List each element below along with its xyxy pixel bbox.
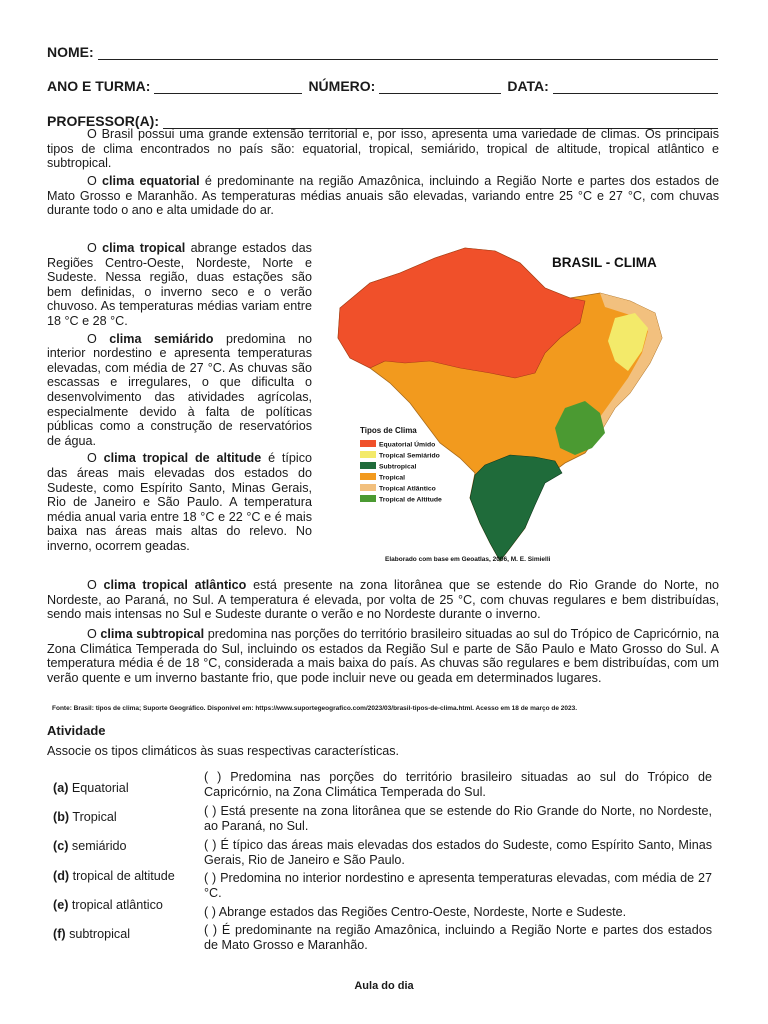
source-citation: Fonte: Brasil: tipos de clima; Suporte Geográfico. Disponível em: https://www.suportegeografico.com/2023/03/brasil-tipos-de-clima.html. Acesso em 18 de março de 2023. — [52, 705, 578, 712]
nome-label: NOME: — [47, 44, 94, 60]
option-b — [53, 810, 117, 824]
ano-turma-label: ANO E TURMA: — [47, 78, 151, 94]
semiarido-pre: O — [87, 331, 110, 346]
legend-swatch — [360, 495, 376, 502]
ano-turma-input-line[interactable] — [154, 79, 302, 94]
option-letter: (e) — [53, 898, 69, 912]
option-label: Equatorial — [68, 781, 129, 795]
semiarido-paragraph — [47, 332, 312, 449]
option-letter: (b) — [53, 810, 70, 824]
altitude-paragraph — [47, 451, 312, 553]
semiarido-post: predomina no interior nordestino e apresenta temperaturas elevadas, com média de 27 °C. As chuvas são escassas e irregulares, o que dificulta o desenvolvimento das atividades agrícolas, especialmente devido à falta de políticas públicas como a construção de reservatórios de água. — [47, 331, 313, 448]
option-letter: (c) — [53, 839, 69, 853]
option-e — [53, 898, 163, 912]
option-f — [53, 927, 130, 941]
numero-input-line[interactable] — [379, 79, 501, 94]
legend-swatch — [360, 473, 376, 480]
left-column — [47, 241, 312, 553]
option-a — [53, 781, 129, 795]
name-field-row — [47, 44, 718, 60]
option-label: tropical atlântico — [68, 898, 163, 912]
numero-label: NÚMERO: — [308, 78, 376, 94]
option-label: Tropical — [69, 810, 117, 824]
equatorial-paragraph — [47, 174, 719, 218]
statement-4[interactable]: ( ) Predomina no interior nordestino e apresenta temperaturas elevadas, com média de 27 °C. — [204, 871, 712, 900]
climate-map-graphic — [330, 243, 725, 568]
equatorial-post: é predominante na região Amazônica, incluindo a Região Norte e partes dos estados de Mato Grosso e Maranhão. As temperaturas médias anuais são elevadas, variando entre 25 °C e 27 °C, com chuvas durante todo o ano e alta umidade do ar. — [47, 174, 720, 218]
statement-1[interactable]: ( ) Predomina nas porções do território brasileiro situadas ao sul do Trópico de Capricórnio, na Zona Climática Temperada do Sul. — [204, 770, 712, 799]
altitude-bold: clima tropical de altitude — [103, 451, 262, 466]
statement-3[interactable]: ( ) É típico das áreas mais elevadas dos estados do Sudeste, como Espírito Santo, Minas Gerais, Rio de Janeiro e São Paulo. — [204, 838, 712, 867]
legend-swatch — [360, 440, 376, 447]
tropical-bold: clima tropical — [102, 241, 186, 255]
legend-label: Tropical Semiárido — [379, 452, 440, 460]
option-letter: (a) — [53, 781, 69, 795]
subtropical-paragraph — [47, 627, 719, 685]
map-legend — [360, 440, 442, 504]
legend-title: Tipos de Clima — [360, 426, 417, 435]
activity-title: Atividade — [47, 723, 106, 738]
tropical-paragraph — [47, 241, 312, 329]
brazil-climate-map — [330, 243, 725, 568]
option-letter: (f) — [53, 927, 66, 941]
map-title: BRASIL - CLIMA — [552, 255, 657, 270]
atlantico-post: está presente na zona litorânea que se estende do Rio Grande do Norte, no Nordeste, ao Paraná, no Sul. A temperatura é elevada, por volta de 25 °C, com chuvas regulares e bem distribuídas, sendo mais intensas no Sul e Sudeste durante o verão e no Nordeste durante o inverno. — [47, 578, 719, 622]
legend-label: Tropical de Altitude — [379, 496, 442, 504]
legend-swatch — [360, 451, 376, 458]
class-field-row — [47, 78, 718, 94]
subtropical-bold: clima subtropical — [100, 627, 205, 641]
atlantico-pre: O — [87, 578, 104, 592]
tropical-pre: O — [87, 241, 103, 255]
map-credit: Elaborado com base em Geoatlas, 2006, M. E. Simielli — [385, 556, 551, 563]
subtropical-post: predomina nas porções do território brasileiro situadas ao sul do Trópico de Capricórnio, na Zona Climática Temperada do Sul, incluindo os estados da Região Sul e parte de São Paulo e Mato Grosso do Sul. A temperatura média é de 18 °C, considerada a mais baixa do país. As chuvas são regulares e bem distribuídas, com um verão quente e um inverno bastante frio, que pode incluir neve ou geada em determinados lugares. — [47, 627, 719, 685]
option-label: tropical de altitude — [69, 869, 175, 883]
tropical-post: abrange estados das Regiões Centro-Oeste, Nordeste, Norte e Sudeste. Nessa região, duas estações são bem definidas, o inverno seco e o verão chuvoso. As temperaturas médias variam entre 18 °C e 28 °C. — [47, 241, 312, 328]
option-d — [53, 869, 175, 883]
altitude-pre: O — [87, 451, 104, 466]
option-label: subtropical — [65, 927, 130, 941]
legend-swatch — [360, 484, 376, 491]
atlantico-bold: clima tropical atlântico — [103, 578, 247, 592]
legend-swatch — [360, 462, 376, 469]
legend-label: Tropical — [379, 474, 406, 482]
region-subtropical — [470, 455, 562, 561]
data-label: DATA: — [507, 78, 549, 94]
statement-5[interactable]: ( ) Abrange estados das Regiões Centro-Oeste, Nordeste, Norte e Sudeste. — [204, 905, 627, 919]
option-letter: (d) — [53, 869, 70, 883]
intro-paragraph: O Brasil possui uma grande extensão territorial e, por isso, apresenta uma variedade de climas. Os principais tipos de clima encontrados no país são: equatorial, tropical, semiárido, tropical de altitude, tropical atlântico e subtropical. — [47, 127, 719, 171]
activity-instruction: Associe os tipos climáticos às suas respectivas características. — [47, 744, 400, 758]
legend-label: Tropical Atlântico — [379, 485, 436, 493]
professor-label: PROFESSOR(A): — [47, 113, 159, 129]
altitude-post: é típico das áreas mais elevadas dos estados do Sudeste, como Espírito Santo, Minas Gerais, Rio de Janeiro e São Paulo. A temperatura média anual varia entre 18 °C e 22 °C e é mais baixa nas áreas mais altas do relevo. No inverno, ocorrem geadas. — [47, 451, 312, 553]
option-label: semiárido — [68, 839, 127, 853]
semiarido-bold: clima semiárido — [109, 331, 214, 346]
equatorial-bold: clima equatorial — [102, 174, 200, 188]
atlantico-paragraph — [47, 578, 719, 622]
nome-input-line[interactable] — [98, 45, 718, 60]
footer-label: Aula do dia — [354, 980, 414, 992]
option-c — [53, 839, 127, 853]
subtropical-pre: O — [87, 627, 101, 641]
equatorial-pre: O — [87, 174, 103, 188]
legend-label: Equatorial Úmido — [379, 441, 436, 449]
statement-2[interactable]: ( ) Está presente na zona litorânea que se estende do Rio Grande do Norte, no Nordeste, ao Paraná, no Sul. — [204, 804, 712, 833]
legend-label: Subtropical — [379, 463, 417, 471]
data-input-line[interactable] — [553, 79, 718, 94]
statement-6[interactable]: ( ) É predominante na região Amazônica, incluindo a Região Norte e partes dos estados de Mato Grosso e Maranhão. — [204, 923, 712, 952]
